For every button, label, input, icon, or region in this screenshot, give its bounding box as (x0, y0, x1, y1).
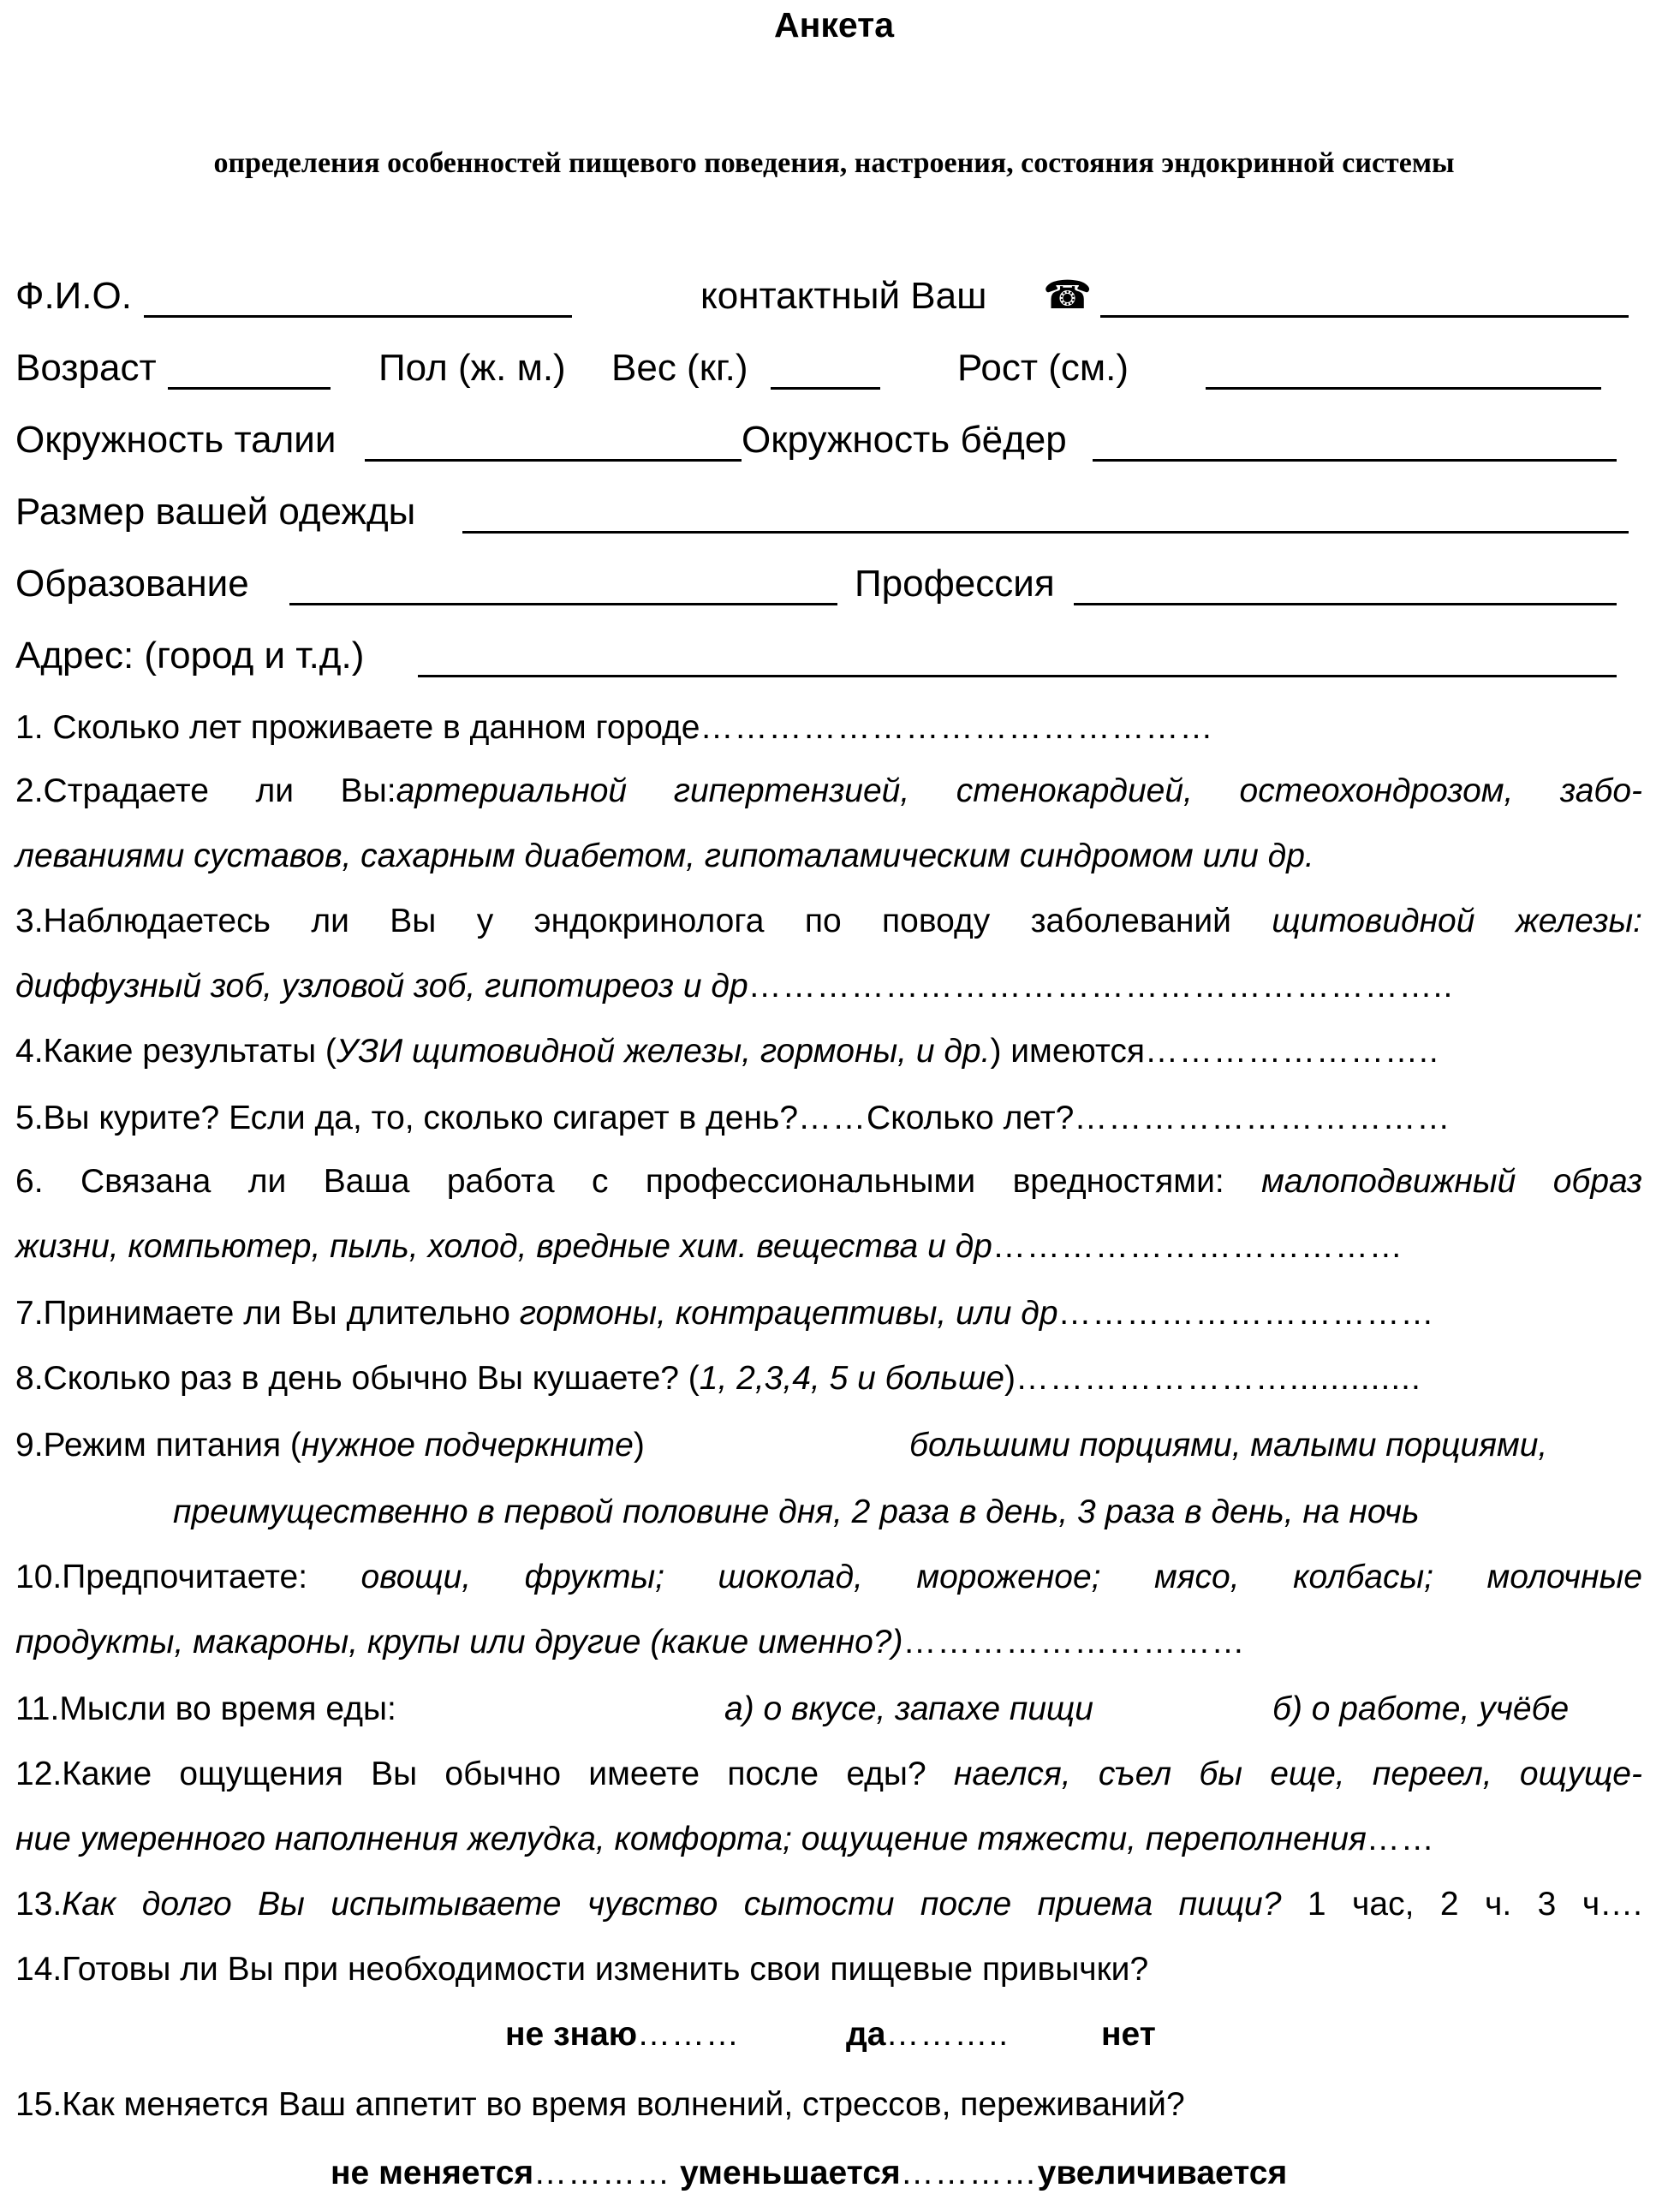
question-14-option-no[interactable]: нет (1101, 2016, 1156, 2053)
question-8-options: 1, 2,3,4, 5 и больше (699, 1360, 1004, 1397)
question-13-text: Как долго Вы испытываете чувство сытости после приема пищи? (62, 1886, 1282, 1923)
question-11 (15, 1687, 396, 1732)
question-6-options: малоподвижный образ (1261, 1163, 1642, 1200)
telephone-icon: ☎ (1043, 272, 1093, 317)
question-14-option-yes[interactable] (846, 2012, 1009, 2057)
question-3-answer-dots[interactable]: …………………………………………………….. (748, 968, 1454, 1005)
question-1-text: 1. Сколько лет проживаете в данном городе (15, 709, 700, 746)
phone-field[interactable] (1100, 315, 1629, 318)
question-15-text: 15.Как меняется Ваш аппетит во время волнений, стрессов, переживаний? (15, 2086, 1185, 2123)
question-15-dots-1: ………… (533, 2155, 671, 2191)
clothes-label: Размер вашей одежды (15, 491, 416, 533)
question-7 (15, 1291, 1435, 1336)
question-7-options: гормоны, контрацептивы, или др (519, 1295, 1058, 1332)
question-5 (15, 1096, 1451, 1141)
question-10-line-2 (15, 1620, 1245, 1665)
question-9-line-1 (15, 1423, 645, 1468)
question-9-options-1[interactable]: большими порциями, малыми порциями, (909, 1427, 1548, 1464)
question-12-answer-dots[interactable]: …… (1366, 1821, 1435, 1857)
height-label: Рост (см.) (957, 347, 1129, 389)
address-label: Адрес: (город и т.д.) (15, 635, 365, 677)
address-field[interactable] (418, 675, 1617, 677)
question-8-text: 8.Сколько раз в день обычно Вы кушаете? ( (15, 1360, 700, 1397)
weight-label: Вес (кг.) (611, 347, 748, 389)
question-1 (15, 706, 1214, 750)
question-5-cigarettes-dots[interactable]: …… (798, 1100, 867, 1136)
question-2-line-2 (15, 834, 1314, 879)
age-field[interactable] (168, 387, 331, 390)
question-12-options: наелся, съел бы еще, переел, ощуще- (953, 1756, 1642, 1792)
question-11-text: 11.Мысли во время еды: (15, 1690, 396, 1727)
question-5-years-dots[interactable]: …………………………… (1074, 1100, 1451, 1136)
question-2-text: 2.Страдаете ли Вы: (15, 772, 396, 809)
question-7-answer-dots[interactable]: …………………………… (1057, 1295, 1435, 1332)
question-2-line-1 (15, 769, 1642, 814)
question-3-line-2 (15, 964, 1453, 1009)
question-8 (15, 1356, 1421, 1401)
question-14-option-yes-dots: ……….. (885, 2016, 1010, 2053)
question-5-years-text: Сколько лет? (867, 1100, 1075, 1136)
question-2-options-cont: леваниями суставов, сахарным диабетом, гипоталамическим синдромом или др. (15, 838, 1314, 874)
question-14-option-dont-know[interactable] (505, 2012, 740, 2057)
weight-field[interactable] (771, 387, 880, 390)
question-12-text: 12.Какие ощущения Вы обычно имеете после еды? (15, 1756, 926, 1792)
page-title: Анкета (773, 5, 895, 45)
question-13-number: 13. (15, 1886, 63, 1923)
question-3-options-cont: диффузный зоб, узловой зоб, гипотиреоз и др (15, 968, 748, 1005)
question-14-option-yes-label: да (846, 2016, 886, 2053)
question-3-options: щитовидной железы: (1272, 903, 1643, 939)
hips-field[interactable] (1093, 459, 1617, 462)
question-13-options[interactable]: 1 час, 2 ч. 3 ч…. (1307, 1886, 1642, 1923)
question-10-line-1 (15, 1555, 1642, 1600)
question-10-text: 10.Предпочитаете: (15, 1559, 308, 1595)
clothes-field[interactable] (462, 531, 1629, 534)
question-15-option-unchanged[interactable]: не меняется (331, 2155, 534, 2191)
question-6-answer-dots[interactable]: ……………………………… (992, 1228, 1403, 1265)
question-12-line-2 (15, 1817, 1435, 1862)
question-8-text-end: ) (1004, 1360, 1016, 1397)
question-10-options: овощи, фрукты; шоколад, мороженое; мясо, колбасы; молочные (360, 1559, 1643, 1595)
question-15-option-decreases[interactable]: уменьшается (680, 2155, 901, 2191)
question-9-options-2[interactable]: преимущественно в первой половине дня, 2 раза в день, 3 раза в день, на ночь (173, 1494, 1420, 1530)
height-field[interactable] (1206, 387, 1601, 390)
question-2-options: артериальной гипертензией, стенокардией, остеохондрозом, забо- (396, 772, 1643, 809)
hips-label: Окружность бёдер (742, 419, 1067, 461)
question-6-text: 6. Связана ли Ваша работа с профессиональными вредностями: (15, 1163, 1224, 1200)
question-7-text: 7.Принимаете ли Вы длительно (15, 1295, 510, 1332)
question-4 (15, 1029, 1439, 1074)
question-14-option-dont-know-label: не знаю (505, 2016, 638, 2053)
question-11-option-b[interactable]: б) о работе, учёбе (1272, 1690, 1570, 1727)
question-10-options-cont: продукты, макароны, крупы или другие (какие именно?) (15, 1624, 903, 1660)
question-6-line-1 (15, 1160, 1642, 1204)
phone-label: контактный Ваш (700, 275, 987, 317)
education-label: Образование (15, 563, 249, 605)
question-15-dots-2: ………… (900, 2155, 1038, 2191)
question-4-text: 4.Какие результаты ( (15, 1033, 337, 1070)
question-11-option-a[interactable]: а) о вкусе, запахе пищи (724, 1690, 1093, 1727)
question-10-answer-dots[interactable]: ………………………… (903, 1624, 1246, 1660)
question-3-text: 3.Наблюдаетесь ли Вы у эндокринолога по поводу заболеваний (15, 903, 1231, 939)
question-12-options-cont: ние умеренного наполнения желудка, комфорта; ощущение тяжести, переполнения (15, 1821, 1367, 1857)
sex-label: Пол (ж. м.) (378, 347, 566, 389)
question-12-line-1 (15, 1752, 1642, 1797)
profession-field[interactable] (1074, 603, 1617, 605)
question-6-line-2 (15, 1225, 1403, 1269)
question-14-option-dont-know-dots: ……… (637, 2016, 741, 2053)
question-9-hint: нужное подчеркните (301, 1427, 634, 1464)
waist-label: Окружность талии (15, 419, 337, 461)
question-15 (15, 2083, 1185, 2127)
question-14 (15, 1947, 1148, 1992)
question-4-text-end: ) имеются (990, 1033, 1145, 1070)
waist-field[interactable] (365, 459, 742, 462)
fio-label: Ф.И.О. (15, 275, 132, 317)
question-4-answer-dots[interactable]: …………………….. (1144, 1033, 1439, 1070)
question-9-text-end: ) (633, 1427, 645, 1464)
question-14-text: 14.Готовы ли Вы при необходимости изменить свои пищевые привычки? (15, 1951, 1149, 1988)
question-5-text: 5.Вы курите? Если да, то, сколько сигарет в день? (15, 1100, 799, 1136)
question-1-answer-dots[interactable]: ……………………………………… (700, 709, 1214, 746)
question-4-options: УЗИ щитовидной железы, гормоны, и др. (336, 1033, 991, 1070)
question-15-options (331, 2151, 1287, 2196)
page-subtitle: определения особенностей пищевого поведения, настроения, состояния эндокринной системы (213, 147, 1455, 179)
question-9-text: 9.Режим питания ( (15, 1427, 301, 1464)
profession-label: Профессия (855, 563, 1055, 605)
question-3-line-1 (15, 899, 1642, 944)
question-13 (15, 1882, 1642, 1927)
education-field[interactable] (289, 603, 837, 605)
question-15-option-increases[interactable]: увеличивается (1037, 2155, 1288, 2191)
question-6-options-cont: жизни, компьютер, пыль, холод, вредные хим. вещества и др (15, 1228, 992, 1265)
question-8-answer-dots[interactable]: ……………………............. (1015, 1360, 1421, 1397)
fio-field[interactable] (144, 315, 572, 318)
age-label: Возраст (15, 347, 157, 389)
